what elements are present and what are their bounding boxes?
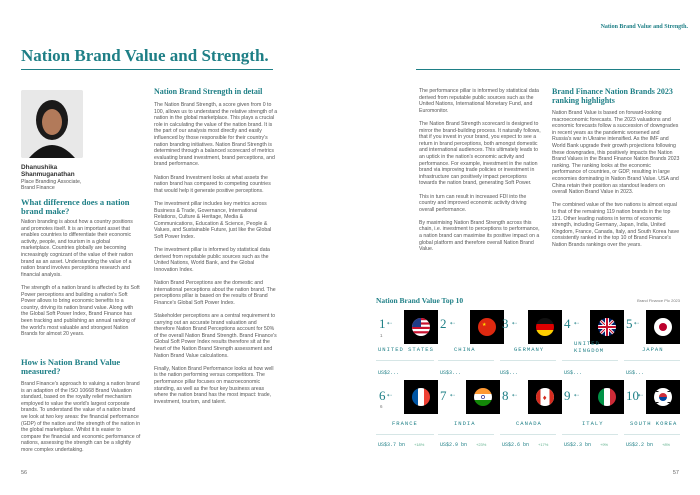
flag-tile [470, 310, 504, 344]
rank-number: 5 [626, 316, 633, 331]
arrow-icon: ⇠ [450, 393, 456, 399]
country-name: INDIA [454, 420, 476, 427]
brand-value: US$2.6 bn [502, 442, 530, 448]
col1-text-a: Nation branding is about how a country positions and promotes itself. It is an important asset that enables countries to differentiate their economic activity, people, and tourism in a global marketplace. Countries globally are becoming increasingly cognizant of the value of their nation brand as an asset. Understanding the value of a nation brand involves perceptions research and financial analysis. The strength of a nation brand is affected by its Soft Power perceptions and building a nation's Soft Power allows to bring economic benefits to a country, driving its nation brand value. Along with the Global Soft Power Index, Brand Finance has been tracking and publishing an annual ranking of the world's most valuable and strongest Nation Brands for almost 20 years. [21, 219, 140, 338]
rank-prev: 6 [380, 404, 383, 409]
value-change: +8% [662, 442, 671, 447]
flag-tile [528, 310, 562, 344]
divider [500, 360, 556, 361]
arrow-icon: ⇠ [450, 321, 456, 327]
country-name: JAPAN [642, 346, 664, 353]
value-change: +17% [538, 442, 549, 447]
country-name: CANADA [516, 420, 542, 427]
divider [438, 360, 494, 361]
svg-text:♦: ♦ [542, 395, 548, 402]
heading-nation-brand-difference: What difference does a nation brand make? [21, 197, 130, 216]
rank-number: 4 [564, 316, 571, 331]
brand-value: US$3... [440, 370, 462, 376]
top10-title: Nation Brand Value Top 10 [376, 296, 464, 305]
rank-number: 9 [564, 388, 571, 403]
divider [562, 360, 618, 361]
heading-strength-detail: Nation Brand Strength in detail [154, 87, 263, 96]
col3-text: The performance pillar is informed by statistical data derived from reputable public sources such as the United Nations, International Monetary Fund, and Euromonitor. The Nation Brand Strength scorecard is designed to mirror the brand-building process. It naturally follows, that if you invest in your brand, you expect to see a return in brand perceptions, both amongst domestic and international audiences. This ultimately leads to an uptick in the nation's economic activity and performance. For example, investment in the nation brand via improving trade policies or investment in infrastructure can positively impact perceptions towards the nation brand, generating Soft Power. This in turn can result in increased FDI into the country and improved economic activity driving overall performance. By maximising Nation Brand Strength across this chain, i.e. investment to perceptions to performance, a nation brand can maximise its positive impact on a global platform and therefore overall Nation Brand Value. [419, 88, 541, 253]
page-title: Nation Brand Value and Strength. [21, 46, 269, 65]
divider [376, 434, 434, 435]
rank-number: 8 [502, 388, 509, 403]
divider [624, 360, 680, 361]
arrow-icon: ⇠ [387, 393, 393, 399]
author-name: Dhanushika Shanmuganathan [21, 164, 75, 179]
country-name: CHINA [454, 346, 476, 353]
flag-tile [404, 380, 438, 414]
author-photo [21, 90, 83, 158]
value-change: +18% [414, 442, 425, 447]
flag-tile [528, 380, 562, 414]
rank-number: 3 [502, 316, 509, 331]
rank-number: 10 [626, 388, 639, 403]
top10-source: Brand Finance PIc 2023 [637, 298, 680, 303]
flag-tile [646, 380, 680, 414]
author-role: Place Branding Associate, Brand Finance [21, 179, 82, 192]
brand-value: US$2.2 bn [626, 442, 654, 448]
col4-text: Nation Brand Value is based on forward-looking macroeconomic forecasts. The 2023 valuations and economic forecasts follow a succession of downgrades in recent years as the pandemic worsened and Russia's war in Ukraine intensified. As the IMF and World Bank upgrade their growth projections following these downgrades, this positively impacts the Nation Brand Values in the Brand Finance Nation Brands 2023 ranking. The ranking looks at the economic performance of countries, or GDP, resulting in large economies dominating in Nation Brand Value. USA and China retain their position as standout leaders on overall Nation Brand Value in 2023. The combined value of the two nations is almost equal to that of the remaining 119 nation brands in the top 121. Other leading nations in terms of economic strength, including Germany, Japan, India, United Kingdom, France, Canada, Italy, and South Korea have consistently ranked in the top 10 of Brand Finance's Nation Brands rankings over the years. [552, 110, 680, 248]
svg-text:★: ★ [482, 322, 487, 328]
country-name: UNITED KINGDOM [574, 340, 605, 354]
arrow-icon: ⇠ [387, 321, 393, 327]
heading-ranking-highlights: Brand Finance Nation Brands 2023 ranking highlights [552, 87, 673, 105]
country-name: SOUTH KOREA [630, 420, 678, 427]
arrow-icon: ⇠ [634, 321, 640, 327]
flag-tile [466, 380, 500, 414]
title-rule-left [21, 69, 273, 70]
brand-value: US$... [564, 370, 583, 376]
rank-prev: 1 [380, 333, 383, 338]
brand-value: US$2.3 bn [564, 442, 592, 448]
flag-tile [590, 310, 624, 344]
divider [500, 434, 556, 435]
page-number-left: 56 [21, 470, 28, 476]
arrow-icon: ⇠ [638, 393, 644, 399]
divider [624, 434, 680, 435]
brand-value: US$2... [378, 370, 400, 376]
divider [438, 434, 494, 435]
rank-number: 6 [379, 388, 386, 403]
arrow-icon: ⇠ [574, 393, 580, 399]
page-number-right: 57 [672, 470, 679, 476]
rank-number: 1 [379, 316, 386, 331]
rank-number: 2 [440, 316, 447, 331]
brand-value: US$... [500, 370, 519, 376]
flag-tile [646, 310, 680, 344]
value-change: +9% [600, 442, 609, 447]
divider [376, 360, 434, 361]
col2-text: The Nation Brand Strength, a score given from 0 to 100, allows us to understand the relative strength of a nation in the global marketplace. This plays a crucial role in calculating the value of the nation brand. It is the part of our analysis most directly and easily influenced by those responsible for their country's nation branding initiatives. Nation Brand Strength is determined through a balanced scorecard of metrics evaluating brand investment, brand perceptions, and brand performance. Nation Brand Investment looks at what assets the nation brand has compared to competing countries that would help it generate positive perceptions. The investment pillar includes key metrics across Business & Trade, Governance, International Relations, Culture & Heritage, Media & Communications, Education & Science, People & Values, and Sustainable Future, just like the Global Soft Power Index. The investment pillar is informed by statistical data derived from reputable public sources such as the United Nations, World Bank, and the Global Innovation Index. Nation Brand Perceptions are the domestic and international perceptions about the nation brand. The perceptions pillar is based on the results of Brand Finance's Global Soft Power Index. Stakeholder perceptions are a central requirement to carrying out an accurate brand valuation and therefore Nation Brand Perceptions account for 50% of the overall Nation Brand Strength. Brand Finance's Global Soft Power Index results therefore sit at the heart of the Nation Brand Strength assessment and Nation Brand Value calculations. Finally, Nation Brand Performance looks at how well is the nation performing versus competitors. The performance pillar focuses on macroeconomic standing, as well as the four key business areas where the nation brand has the most impact: trade, investment, tourism, and talent. [154, 102, 278, 405]
arrow-icon: ⇠ [512, 393, 518, 399]
country-name: FRANCE [392, 420, 418, 427]
country-name: UNITED STATES [378, 346, 434, 353]
section-label: Nation Brand Value and Strength. [600, 24, 688, 30]
top10-panel [376, 296, 680, 456]
flag-tile [404, 310, 438, 344]
title-rule-right [416, 69, 680, 70]
country-name: ITALY [582, 420, 604, 427]
brand-value: US$... [626, 370, 645, 376]
brand-value: US$2.9 bn [440, 442, 468, 448]
divider [562, 434, 618, 435]
brand-value: US$3.7 bn [378, 442, 406, 448]
heading-how-measured: How is Nation Brand Value measured? [21, 357, 121, 376]
value-change: +23% [476, 442, 487, 447]
arrow-icon: ⇠ [574, 321, 580, 327]
country-name: GERMANY [514, 346, 545, 353]
arrow-icon: ⇠ [512, 321, 518, 327]
flag-tile [590, 380, 624, 414]
rank-number: 7 [440, 388, 447, 403]
col1-text-b: Brand Finance's approach to valuing a nation brand is an adaption of the ISO 10668 Brand Valuation standard, based on the royalty relief mechanism employed to value the world's largest corporate brands. To understand the value of a nation brand we look at two key areas: the financial performance (GDP) of the nation and the strength of the nation in the global marketplace. Whilst it is easier to compare the financial and economic performance of nations, assessing the strength can be a slightly more complex undertaking. [21, 381, 141, 453]
